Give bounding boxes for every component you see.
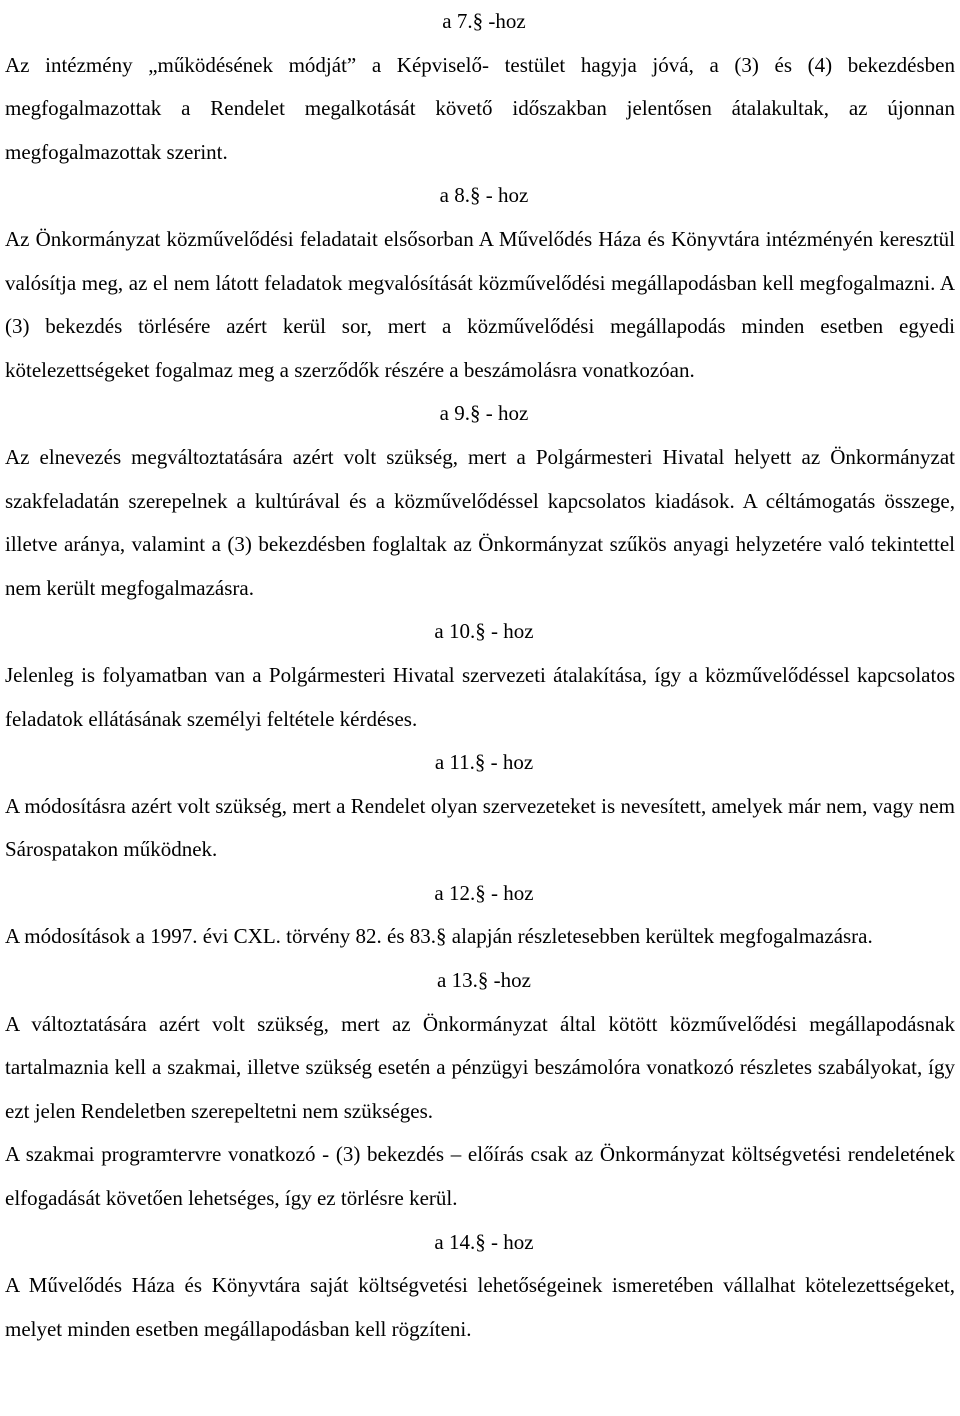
section-paragraph: Az elnevezés megváltoztatására azért volt szükség, mert a Polgármesteri Hivatal helyett az Önkormányzat szakfeladatán szerepelnek a kultúrával és a közművelődéssel kapcsolatos kiadások. A céltámogatás összege, illetve aránya, valamint a (3) bekezdésben foglaltak az Önkormányzat szűkös anyagi helyzetére való tekintettel nem került megfogalmazásra.	[5, 444, 955, 600]
section-heading: a 7.§ -hoz	[442, 9, 526, 33]
section-8	[5, 174, 955, 392]
section-9	[5, 392, 955, 610]
section-10	[5, 610, 955, 741]
section-heading: a 12.§ - hoz	[434, 880, 534, 905]
section-heading: a 9.§ - hoz	[439, 401, 529, 426]
section-paragraph: A módosítások a 1997. évi CXL. törvény 82. és 83.§ alapján részletesebben kerültek megfogalmazásra.	[5, 924, 873, 949]
section-heading: a 8.§ - hoz	[439, 183, 529, 208]
section-paragraph: A Művelődés Háza és Könyvtára saját költségvetési lehetőségeinek ismeretében vállalhat kötelezettségeket, melyet minden esetben megállapodásban kell rögzíteni.	[5, 1273, 955, 1341]
section-heading: a 11.§ - hoz	[434, 750, 534, 775]
section-heading: a 14.§ - hoz	[434, 1229, 534, 1254]
section-paragraph: Az Önkormányzat közművelődési feladatait elsősorban A Művelődés Háza és Könyvtára intézményén keresztül valósítja meg, az el nem látott feladatok megvalósítását közművelődési megállapodásban kell megfogalmazni. A (3) bekezdés törlésére azért kerül sor, mert a közművelődési megállapodás minden esetben egyedi kötelezettségeket fogalmaz meg a szerződők részére a beszámolásra vonatkozóan.	[5, 226, 955, 382]
section-13	[5, 959, 955, 1221]
section-11	[5, 741, 955, 872]
section-14	[5, 1221, 955, 1352]
section-heading: a 13.§ -hoz	[437, 968, 531, 993]
section-paragraph: A változtatására azért volt szükség, mert az Önkormányzat által kötött közművelődési megállapodásnak tartalmaznia kell a szakmai, illetve szükség esetén a pénzügyi beszámolóra vonatkozó részletes szabályokat, így ezt jelen Rendeletben szerepeltetni nem szükséges.	[5, 1011, 955, 1123]
section-heading: a 10.§ - hoz	[434, 619, 534, 644]
section-7	[5, 0, 955, 174]
section-paragraph: A módosításra azért volt szükség, mert a Rendelet olyan szervezeteket is nevesített, amelyek már nem, vagy nem Sárospatakon működnek.	[5, 793, 955, 862]
section-paragraph: Az intézmény „működésének módját” a Képviselő- testület hagyja jóvá, a (3) és (4) bekezdésben megfogalmazottak a Rendelet megalkotását követő időszakban jelentősen átalakultak, az újonnan megfogalmazottak szerint.	[5, 52, 955, 164]
document-page	[5, 0, 955, 1351]
section-paragraph: A szakmai programtervre vonatkozó - (3) bekezdés – előírás csak az Önkormányzat költségvetési rendeletének elfogadását követően lehetséges, így ez törlésre kerül.	[5, 1142, 955, 1211]
section-12	[5, 872, 955, 959]
section-paragraph: Jelenleg is folyamatban van a Polgármesteri Hivatal szervezeti átalakítása, így a közművelődéssel kapcsolatos feladatok ellátásának személyi feltétele kérdéses.	[5, 662, 955, 731]
